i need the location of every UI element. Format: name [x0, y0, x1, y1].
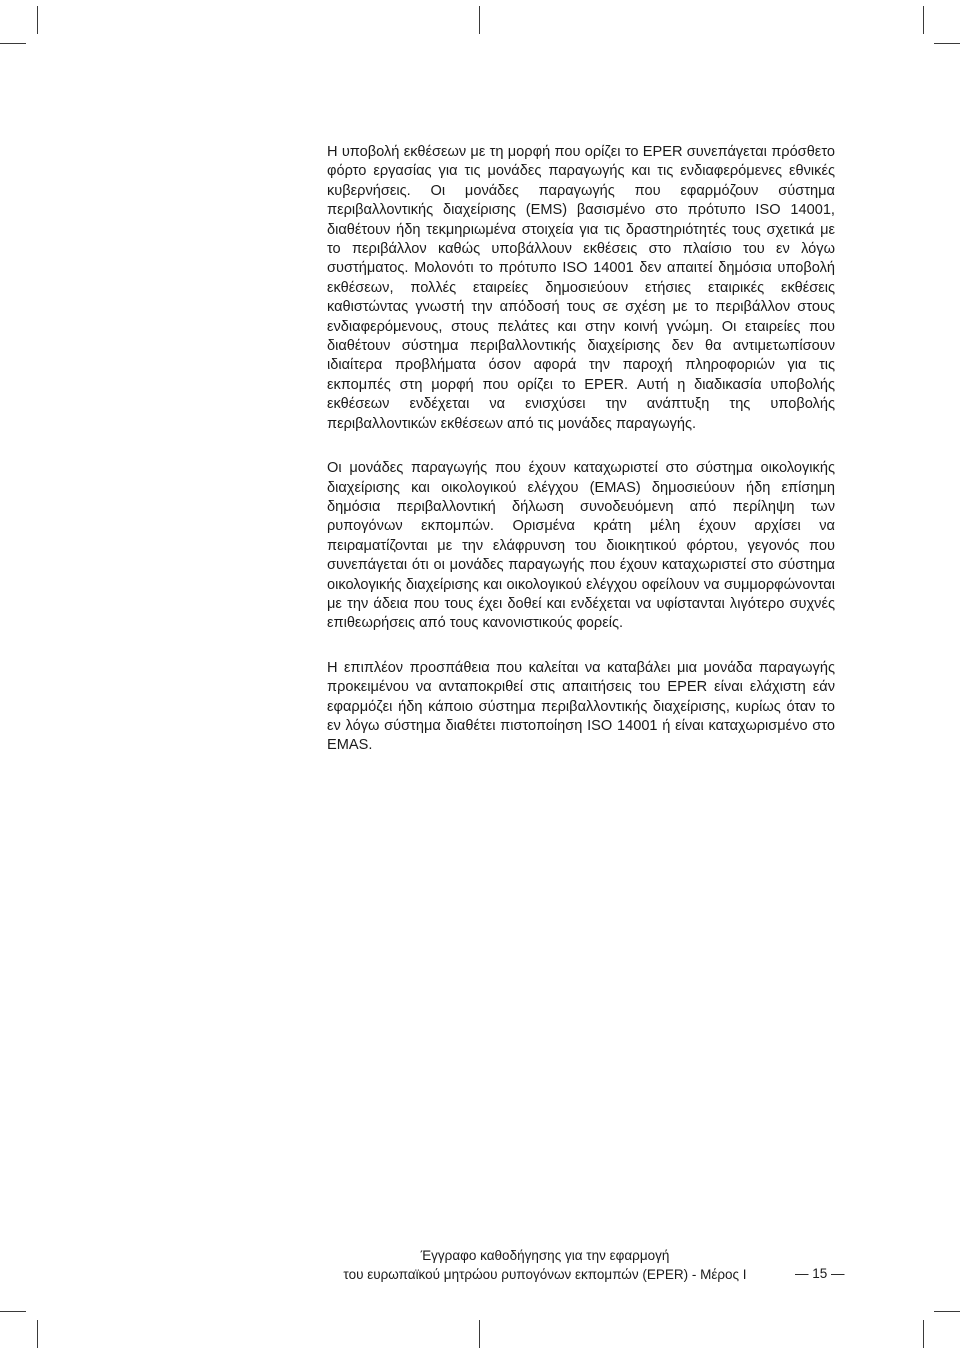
crop-mark-bottom-right	[923, 1320, 924, 1348]
crop-mark-top-right	[923, 6, 924, 34]
crop-mark-top-right-horizontal	[934, 43, 960, 44]
crop-mark-bottom-center	[479, 1320, 480, 1348]
page-footer	[250, 1247, 840, 1284]
crop-mark-bottom-left	[37, 1320, 38, 1348]
body-text	[327, 143, 835, 781]
crop-mark-top-center	[479, 6, 480, 34]
footer-title-line2: του ευρωπαϊκού μητρώου ρυπογόνων εκπομπών (EPER) - Μέρος I	[343, 1266, 747, 1282]
paragraph-ems-reporting: Η υποβολή εκθέσεων με τη μορφή που ορίζει το EPER συνεπάγεται πρόσθετο φόρτο εργασίας για τις μονάδες παραγωγής και τις ενδιαφερόμενες εθνικές κυβερνήσεις. Οι μονάδες παραγωγής που εφαρμόζουν σύστημα περιβαλλοντικής διαχείρισης (EMS) βασισμένο στο πρότυπο ISO 14001, διαθέτουν ήδη τεκμηριωμένα στοιχεία για τις δραστηριότητές τους σχετικά με το περιβάλλον καθώς υποβάλλουν εκθέσεις στο πλαίσιο του εν λόγω συστήματος. Μολονότι το πρότυπο ISO 14001 δεν απαιτεί δημόσια υποβολή εκθέσεων, πολλές εταιρείες δημοσιεύουν ετήσιες εταιρικές εκθέσεις καθιστώντας γνωστή την απόδοσή τους σε σχέση με το περιβάλλον στους ενδιαφερόμενους, στους πελάτες και στην κοινή γνώμη. Οι εταιρείες που διαθέτουν σύστημα περιβαλλοντικής διαχείρισης δεν θα αντιμετωπίσουν ιδιαίτερα προβλήματα όσον αφορά την παροχή πληροφοριών για τις εκπομπές στη μορφή που ορίζει το EPER. Αυτή η διαδικασία υποβολής εκθέσεων ενδέχεται να ενισχύσει την ανάπτυξη της υποβολής περιβαλλοντικών εκθέσεων από τις μονάδες παραγωγής.	[327, 144, 835, 432]
footer-title-line1: Έγγραφο καθοδήγησης για την εφαρμογή	[420, 1248, 670, 1263]
paragraph-emas-registration: Οι μονάδες παραγωγής που έχουν καταχωριστεί στο σύστημα οικολογικής διαχείρισης και οικολογικού ελέγχου (EMAS) δημοσιεύουν ήδη επίσημη δημόσια περιβαλλοντική δήλωση συνοδευόμενη από περίληψη των ρυπογόνων εκπομπών. Ορισμένα κράτη μέλη έχουν αρχίσει να πειραματίζονται με την ελάφρυνση του διοικητικού φόρτου, γεγονός που συνεπάγεται ότι οι μονάδες παραγωγής που έχουν καταχωριστεί στο σύστημα οικολογικής διαχείρισης και οικολογικού ελέγχου οφείλουν να συμμορφώνονται με την άδεια που τους έχει δοθεί και ενδέχεται να υφίστανται λιγότερο συχνές επιθεωρήσεις από τους κανονιστικούς φορείς.	[327, 460, 835, 632]
crop-mark-bottom-right-horizontal	[934, 1311, 960, 1312]
crop-mark-top-left	[37, 6, 38, 34]
paragraph-additional-effort: Η επιπλέον προσπάθεια που καλείται να καταβάλει μια μονάδα παραγωγής προκειμένου να ανταποκριθεί στις απαιτήσεις του EPER είναι ελάχιστη εάν εφαρμόζει ήδη κάποιο σύστημα περιβαλλοντικής διαχείρισης, κυρίως όταν το εν λόγω σύστημα διαθέτει πιστοποίηση ISO 14001 ή είναι καταχωρισμένο στο EMAS.	[327, 659, 835, 754]
crop-mark-bottom-left-horizontal	[0, 1311, 26, 1312]
crop-mark-top-left-horizontal	[0, 43, 26, 44]
page-number: — 15 —	[795, 1266, 845, 1281]
